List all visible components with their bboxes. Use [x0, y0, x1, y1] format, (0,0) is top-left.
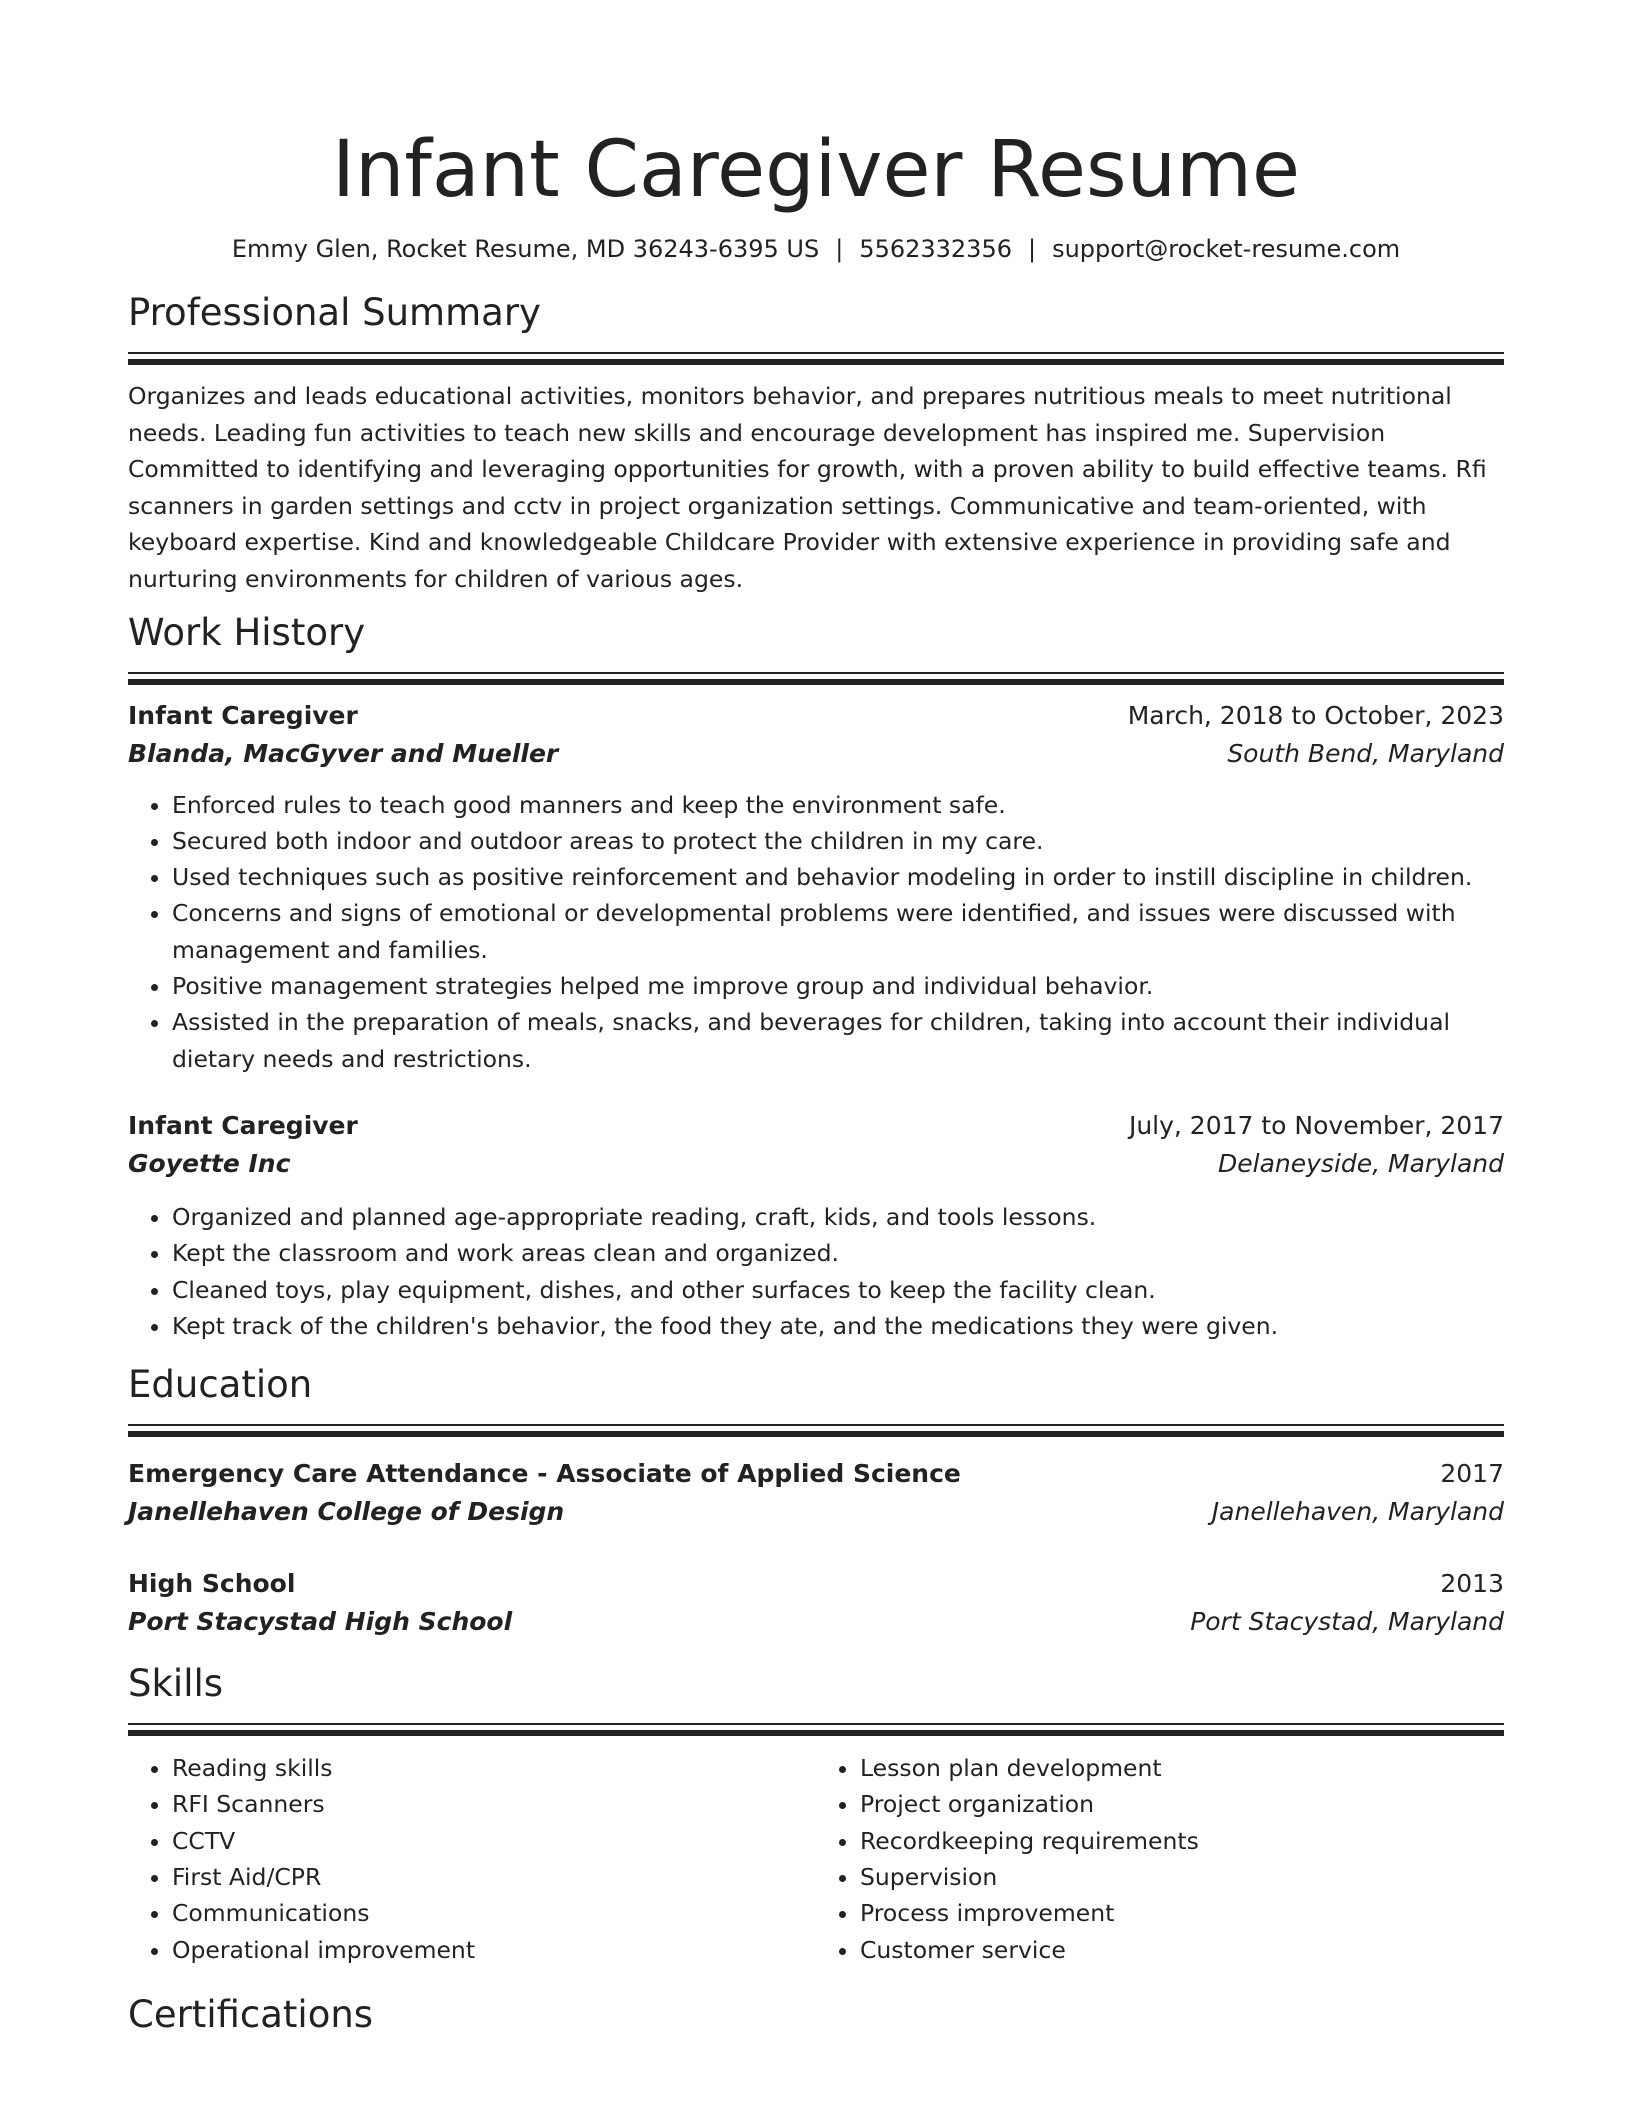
list-item: • Concerns and signs of emotional or developmental problems were identified, and issues were discussed with management and families. — [172, 895, 1504, 968]
list-item: • Cleaned toys, play equipment, dishes, and other surfaces to keep the facility clean. — [172, 1272, 1504, 1308]
job-title: Infant Caregiver — [128, 1110, 358, 1140]
job-duties-list — [128, 787, 1504, 1077]
skill-item: • First Aid/CPR — [172, 1859, 816, 1895]
job-entry — [128, 697, 1504, 1077]
education-school-row — [128, 1603, 1504, 1641]
job-company: Goyette Inc — [128, 1148, 291, 1178]
education-year: 2017 — [1440, 1459, 1504, 1489]
section-divider — [128, 1723, 1504, 1736]
skill-item: • Lesson plan development — [860, 1750, 1504, 1786]
section-divider — [128, 1424, 1504, 1437]
skill-item: • Supervision — [860, 1859, 1504, 1895]
section-heading-certifications: Certifications — [128, 1992, 374, 2036]
list-item: • Secured both indoor and outdoor areas to protect the children in my care. — [172, 823, 1504, 859]
education-school: Janellehaven College of Design — [128, 1497, 565, 1527]
list-item: • Kept the classroom and work areas clean and organized. — [172, 1235, 1504, 1271]
skills-list-right — [816, 1750, 1504, 1968]
job-dates: July, 2017 to November, 2017 — [1128, 1110, 1504, 1140]
section-heading-work-history: Work History — [128, 610, 366, 654]
job-title: Infant Caregiver — [128, 700, 358, 730]
skill-item: • Project organization — [860, 1786, 1504, 1822]
skill-item: • Customer service — [860, 1932, 1504, 1968]
section-heading-education: Education — [128, 1363, 313, 1407]
resume-title: Infant Caregiver Resume — [331, 125, 1301, 215]
job-dates: March, 2018 to October, 2023 — [1127, 700, 1504, 730]
skill-item: • Recordkeeping requirements — [860, 1823, 1504, 1859]
skill-item: • RFI Scanners — [172, 1786, 816, 1822]
contact-phone: 5562332356 — [859, 235, 1012, 263]
list-item: • Used techniques such as positive reinforcement and behavior modeling in order to instill discipline in children. — [172, 859, 1504, 895]
education-section — [128, 1362, 1504, 1641]
contact-separator: | — [1028, 235, 1037, 263]
education-school: Port Stacystad High School — [128, 1607, 513, 1637]
contact-email: support@rocket-resume.com — [1052, 235, 1401, 263]
job-company-row — [128, 735, 1504, 773]
job-location: Delaneyside, Maryland — [1218, 1148, 1504, 1178]
job-entry — [128, 1107, 1504, 1344]
skill-item: • Reading skills — [172, 1750, 816, 1786]
skill-item: • Process improvement — [860, 1895, 1504, 1931]
list-item: • Organized and planned age-appropriate reading, craft, kids, and tools lessons. — [172, 1199, 1504, 1235]
list-item: • Positive management strategies helped me improve group and individual behavior. — [172, 968, 1504, 1004]
skills-list-left — [128, 1750, 816, 1968]
contact-address: Emmy Glen, Rocket Resume, MD 36243-6395 US — [231, 235, 820, 263]
education-header-row — [128, 1455, 1504, 1493]
list-item: • Assisted in the preparation of meals, snacks, and beverages for children, taking into account their individual dietary needs and restrictions. — [172, 1004, 1504, 1077]
section-divider — [128, 352, 1504, 365]
education-entry — [128, 1565, 1504, 1641]
skills-section — [128, 1661, 1504, 1968]
section-divider — [128, 672, 1504, 685]
education-degree: Emergency Care Attendance - Associate of Applied Science — [128, 1459, 961, 1489]
job-header-row — [128, 1107, 1504, 1145]
education-location: Janellehaven, Maryland — [1211, 1497, 1504, 1527]
skills-columns — [128, 1750, 1504, 1968]
skill-item: • Operational improvement — [172, 1932, 816, 1968]
contact-separator: | — [835, 235, 844, 263]
education-degree: High School — [128, 1569, 296, 1599]
education-entry — [128, 1455, 1504, 1531]
list-item: • Kept track of the children's behavior, the food they ate, and the medications they were given. — [172, 1308, 1504, 1344]
work-history-section — [128, 610, 1504, 1345]
education-header-row — [128, 1565, 1504, 1603]
list-item: • Enforced rules to teach good manners and keep the environment safe. — [172, 787, 1504, 823]
education-location: Port Stacystad, Maryland — [1190, 1607, 1504, 1637]
job-company: Blanda, MacGyver and Mueller — [128, 738, 559, 768]
job-header-row — [128, 697, 1504, 735]
contact-line — [128, 232, 1504, 266]
job-location: South Bend, Maryland — [1227, 738, 1504, 768]
job-company-row — [128, 1145, 1504, 1183]
summary-text: Organizes and leads educational activities, monitors behavior, and prepares nutritious meals to meet nutritional needs. Leading fun activities to teach new skills and encourage development has inspired me. Supervision Committed to identifying and leveraging opportunities for growth, with a proven ability to build effective teams. Rfi scanners in garden settings and cctv in project organization settings. Communicative and team-oriented, with keyboard expertise. Kind and knowledgeable Childcare Provider with extensive experience in providing safe and nurturing environments for children of various ages. — [128, 382, 1487, 593]
section-heading-summary: Professional Summary — [128, 291, 541, 334]
skill-item: • CCTV — [172, 1823, 816, 1859]
education-year: 2013 — [1440, 1569, 1504, 1599]
summary-section — [128, 290, 1504, 598]
section-heading-skills: Skills — [128, 1662, 224, 1706]
resume-content — [128, 0, 1504, 2038]
job-duties-list — [128, 1199, 1504, 1344]
education-school-row — [128, 1493, 1504, 1531]
skill-item: • Communications — [172, 1895, 816, 1931]
certifications-section — [128, 1992, 1504, 2038]
